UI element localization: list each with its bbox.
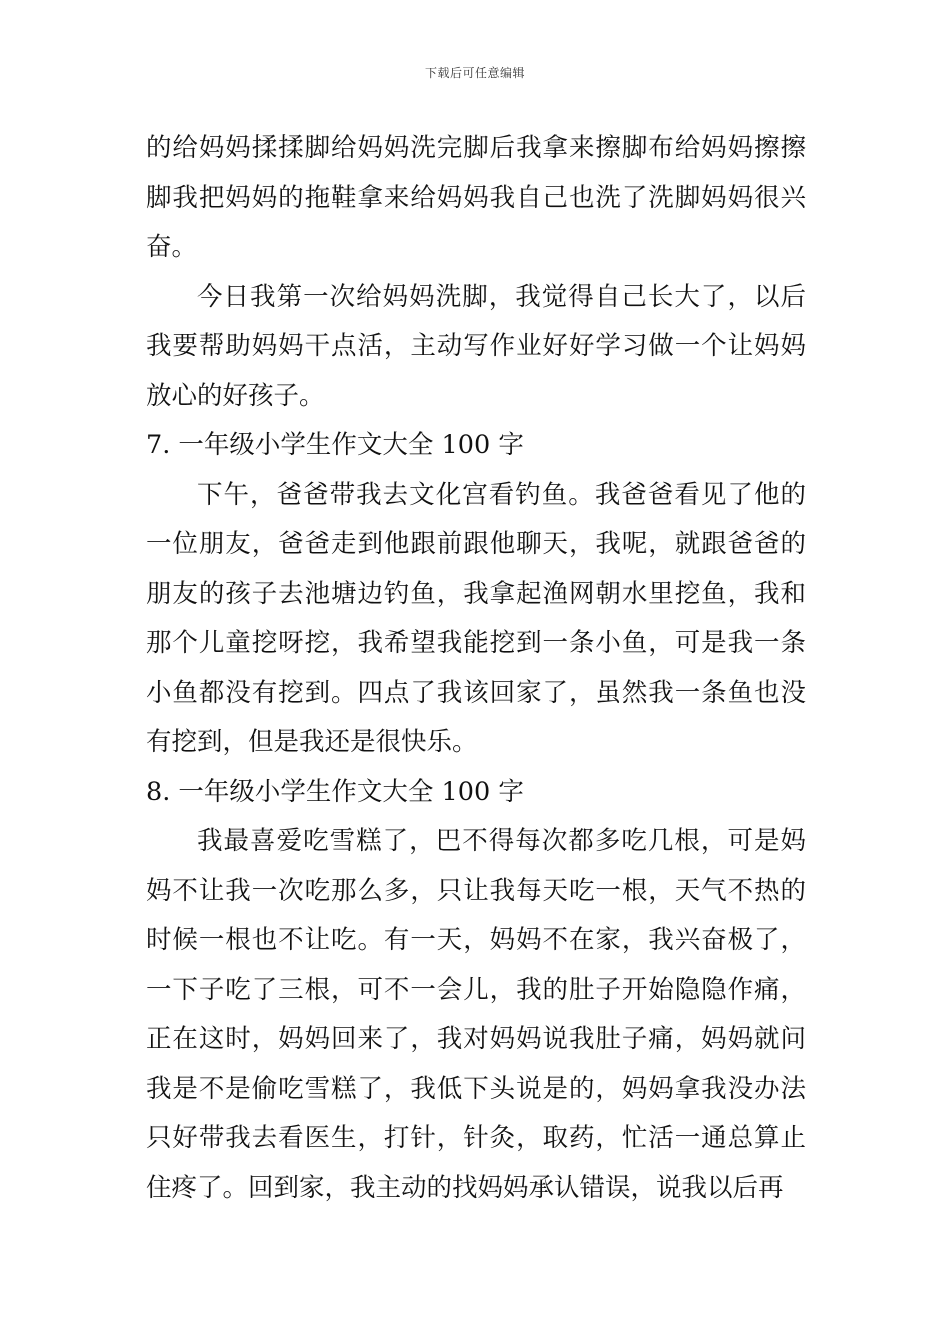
page-header-note: 下载后可任意编辑 (424, 66, 525, 80)
section-heading-7: 7. 一年级小学生作文大全 100 字 (146, 430, 524, 460)
paragraph-continuation: 的给妈妈揉揉脚给妈妈洗完脚后我拿来擦脚布给妈妈擦擦脚我把妈妈的拖鞋拿来给妈妈我自己也洗了洗脚妈妈很兴奋。 (146, 133, 806, 262)
document-body (146, 124, 806, 1213)
paragraph-ice-cream: 我最喜爱吃雪糕了，巴不得每次都多吃几根，可是妈妈不让我一次吃那么多，只让我每天吃一根，天气不热的时候一根也不让吃。有一天，妈妈不在家，我兴奋极了，一下子吃了三根，可不一会儿，我的肚子开始隐隐作痛，正在这时，妈妈回来了，我对妈妈说我肚子痛，妈妈就问我是不是偷吃雪糕了，我低下头说是的，妈妈拿我没办法只好带我去看医生，打针，针灸，取药，忙活一通总算止住疼了。回到家，我主动的找妈妈承认错误，说我以后再 (146, 826, 806, 1203)
section-heading-8: 8. 一年级小学生作文大全 100 字 (146, 776, 524, 807)
paragraph-wash-feet: 今日我第一次给妈妈洗脚，我觉得自己长大了，以后我要帮助妈妈干点活，主动写作业好好学习做一个让妈妈放心的好孩子。 (146, 281, 806, 411)
paragraph-fishing: 下午，爸爸带我去文化宫看钓鱼。我爸爸看见了他的一位朋友，爸爸走到他跟前跟他聊天，我呢，就跟爸爸的朋友的孩子去池塘边钓鱼，我拿起渔网朝水里挖鱼，我和那个儿童挖呀挖，我希望我能挖到一条小鱼，可是我一条小鱼都没有挖到。四点了我该回家了，虽然我一条鱼也没有挖到，但是我还是很快乐。 (146, 479, 806, 757)
